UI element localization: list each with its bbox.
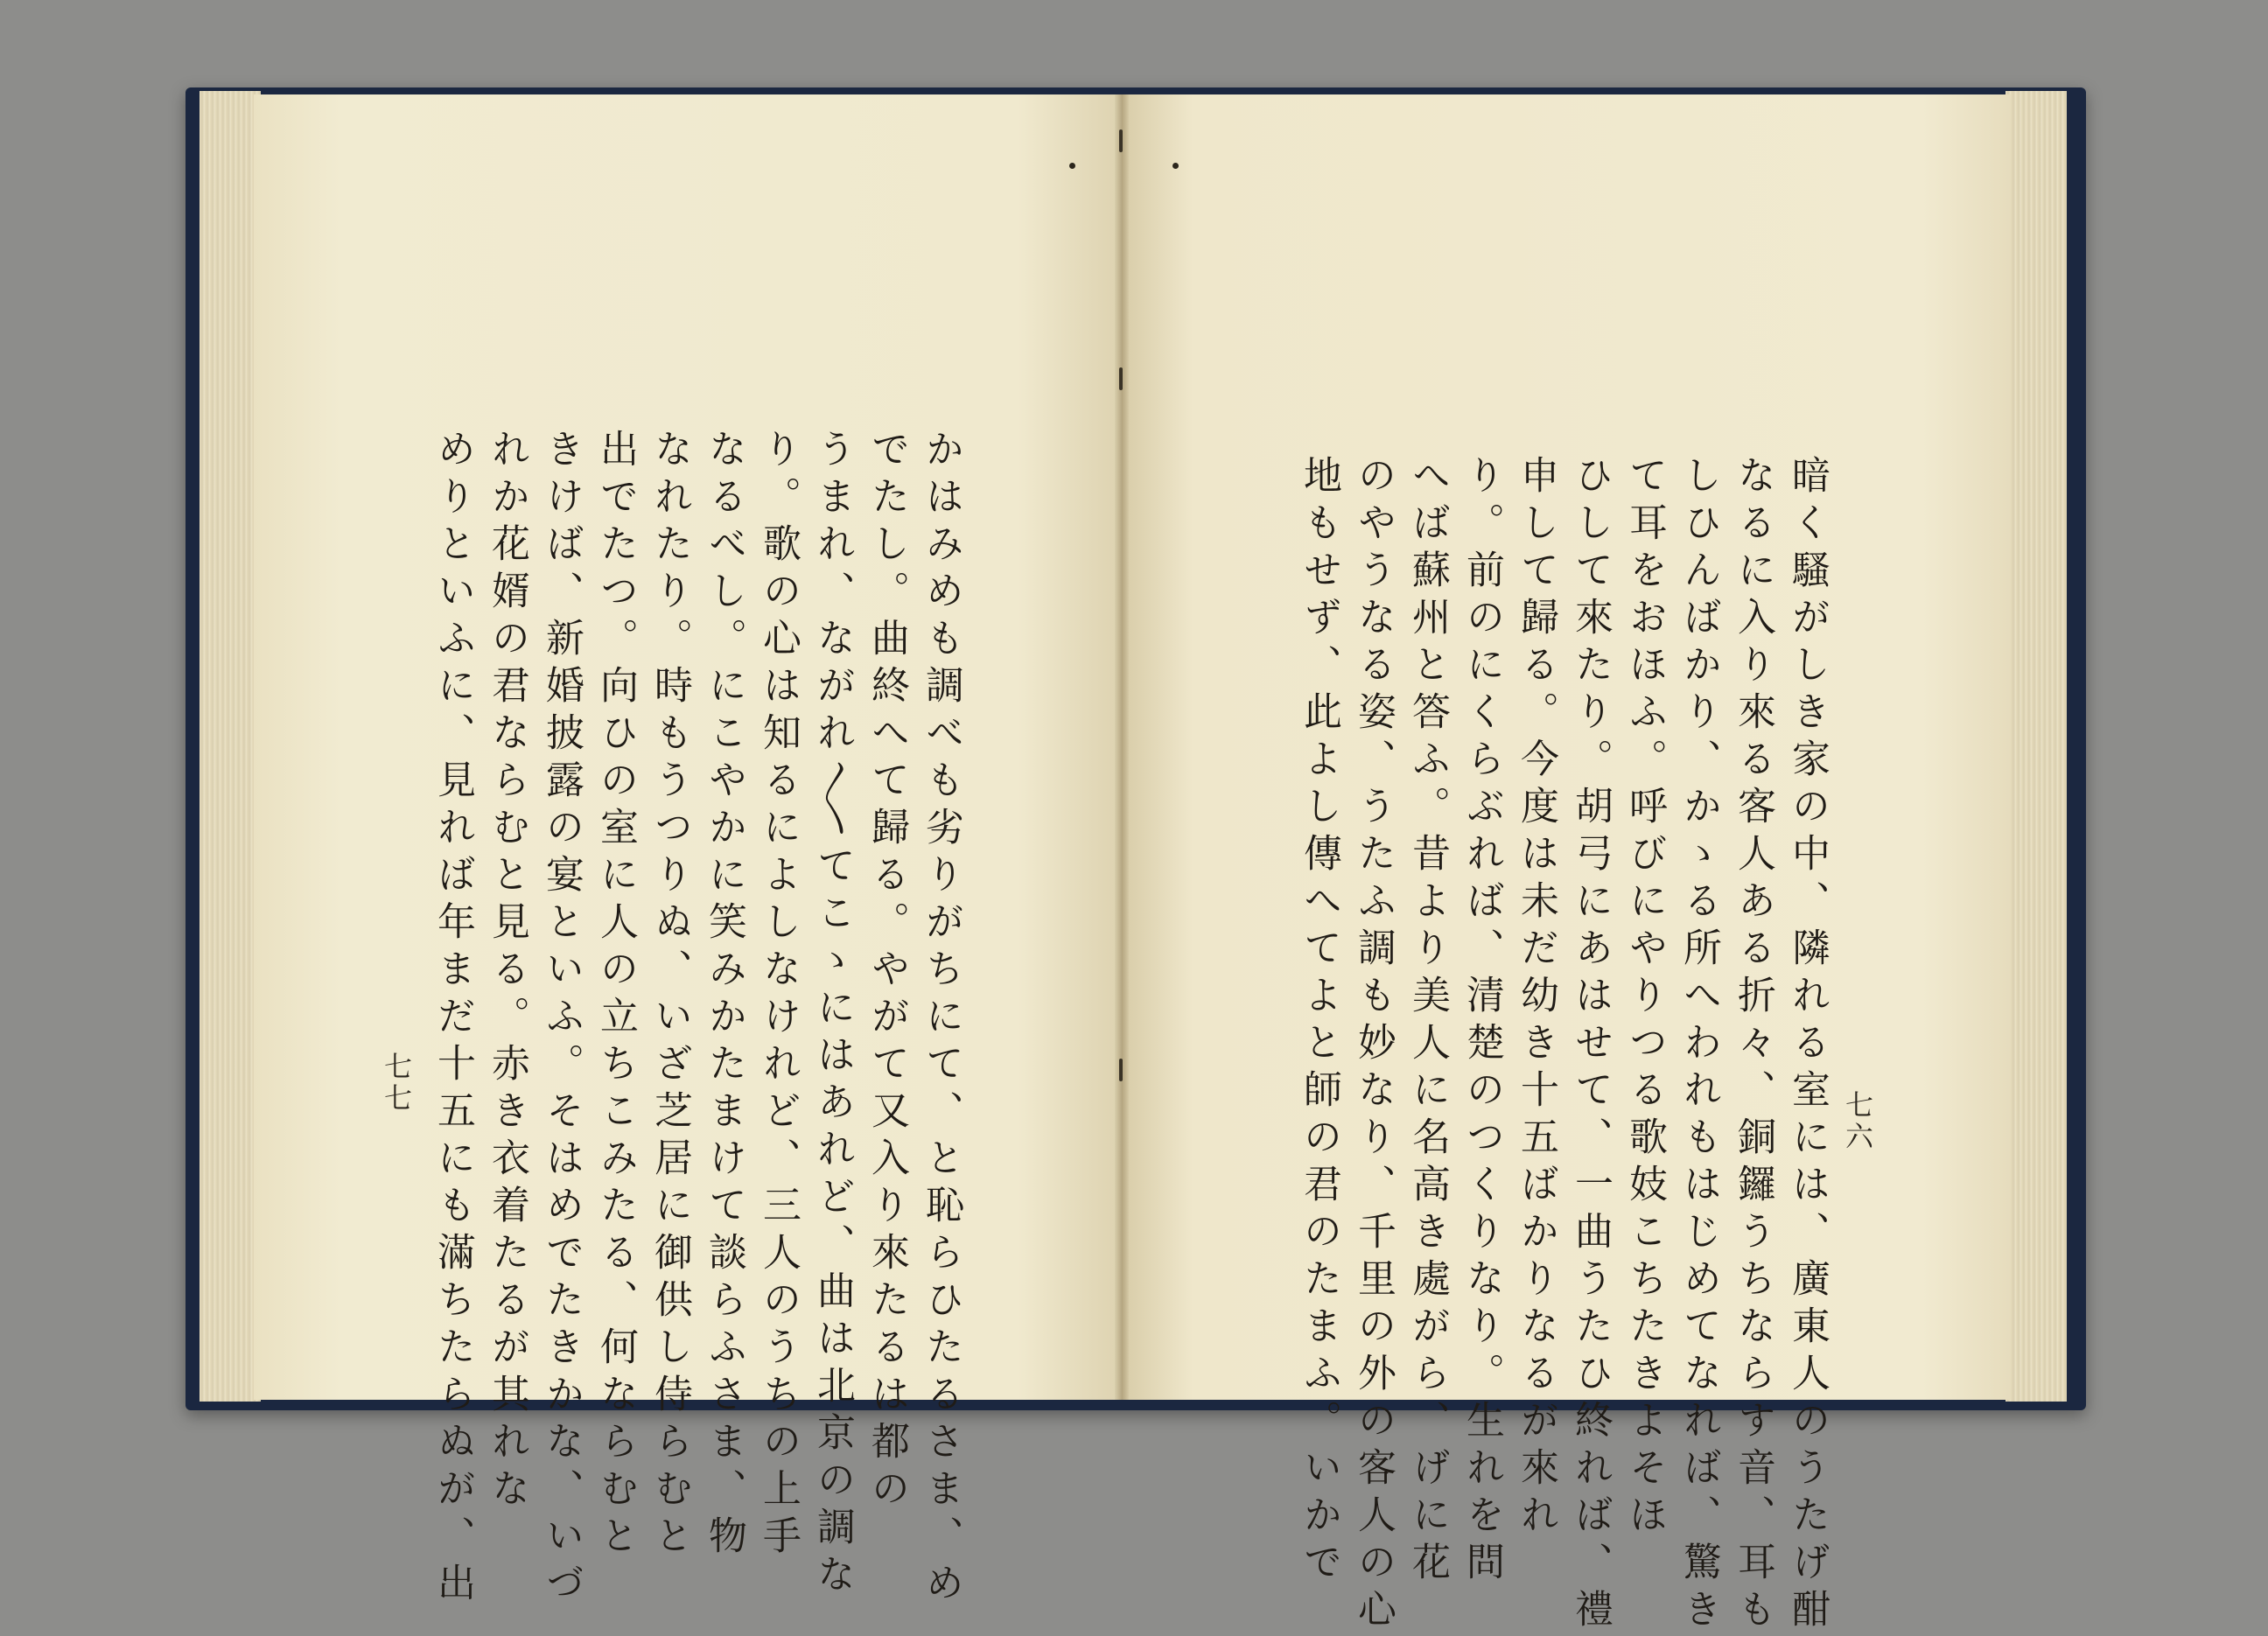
text-column: きけば、新婚披露の宴といふ。そはめでたきかな、いづ [539,429,584,1610]
text-column: て耳をおほふ。呼びにやりつる歌妓こちたきよそほ [1622,455,1667,1542]
text-column: 地もせず、此よし傳へてよと師の君のたまふ。いかで [1297,455,1341,1589]
text-column: かはみめも調べも劣りがちにて、と恥らひたるさま、め [919,429,963,1610]
text-column: しひんばかり、かゝる所へわれもはじめてなれば、驚き [1676,455,1721,1636]
page-number-left: 七七 [380,1052,413,1115]
text-column: 出でたつ。向ひの室に人の立ちこみたる、何ならむと [593,429,638,1563]
paper-spot [1172,163,1179,169]
text-column: り。歌の心は知るによしなけれど、三人のうちの上手 [756,429,801,1563]
binding-stitch [1119,1059,1123,1081]
text-column: れか花婿の君ならむと見る。赤き衣着たるが其れな [485,429,529,1515]
left-page-text [425,429,968,1610]
page-number-right: 七六 [1841,1090,1874,1153]
paper-spot [1069,163,1075,169]
text-column: へば蘇州と答ふ。昔より美人に名高き處がら、げに花 [1405,455,1450,1589]
text-column: 申して歸る。今度は未だ幼き十五ばかりなるが來れ [1514,455,1558,1542]
text-column: めりといふに、見れば年まだ十五にも滿ちたらぬが、出 [430,429,475,1610]
text-column: なるべし。にこやかに笑みかたまけて談らふさま、物 [702,429,746,1563]
binding-stitch [1119,129,1123,152]
text-column: り。前のにくらぶれば、清楚のつくりなり。生れを問 [1460,455,1504,1589]
text-column: うまれ、ながれ〳〵てこゝにはあれど、曲は北京の調な [810,429,855,1601]
page-edges-left [200,91,261,1402]
binding-stitch [1119,367,1123,390]
text-column: なれたり。時もうつりぬ、いざ芝居に御供し侍らむと [648,429,692,1563]
text-column: でたし。曲終へて歸る。やがて又入り來たるは都の [864,429,909,1515]
text-column: ひして來たり。胡弓にあはせて、一曲うたひ終れば、禮 [1568,455,1613,1636]
right-page-text [1292,455,1834,1636]
book-gutter [1115,94,1129,1400]
text-column: なるに入り來る客人ある折々、銅鑼うちならす音、耳も [1731,455,1775,1636]
page-edges-right [2006,91,2067,1402]
text-column: のやうなる姿、うたふ調も妙なり、千里の外の客人の心 [1351,455,1396,1636]
text-column: 暗く騷がしき家の中、隣れる室には、廣東人のうたげ酣 [1785,455,1830,1636]
